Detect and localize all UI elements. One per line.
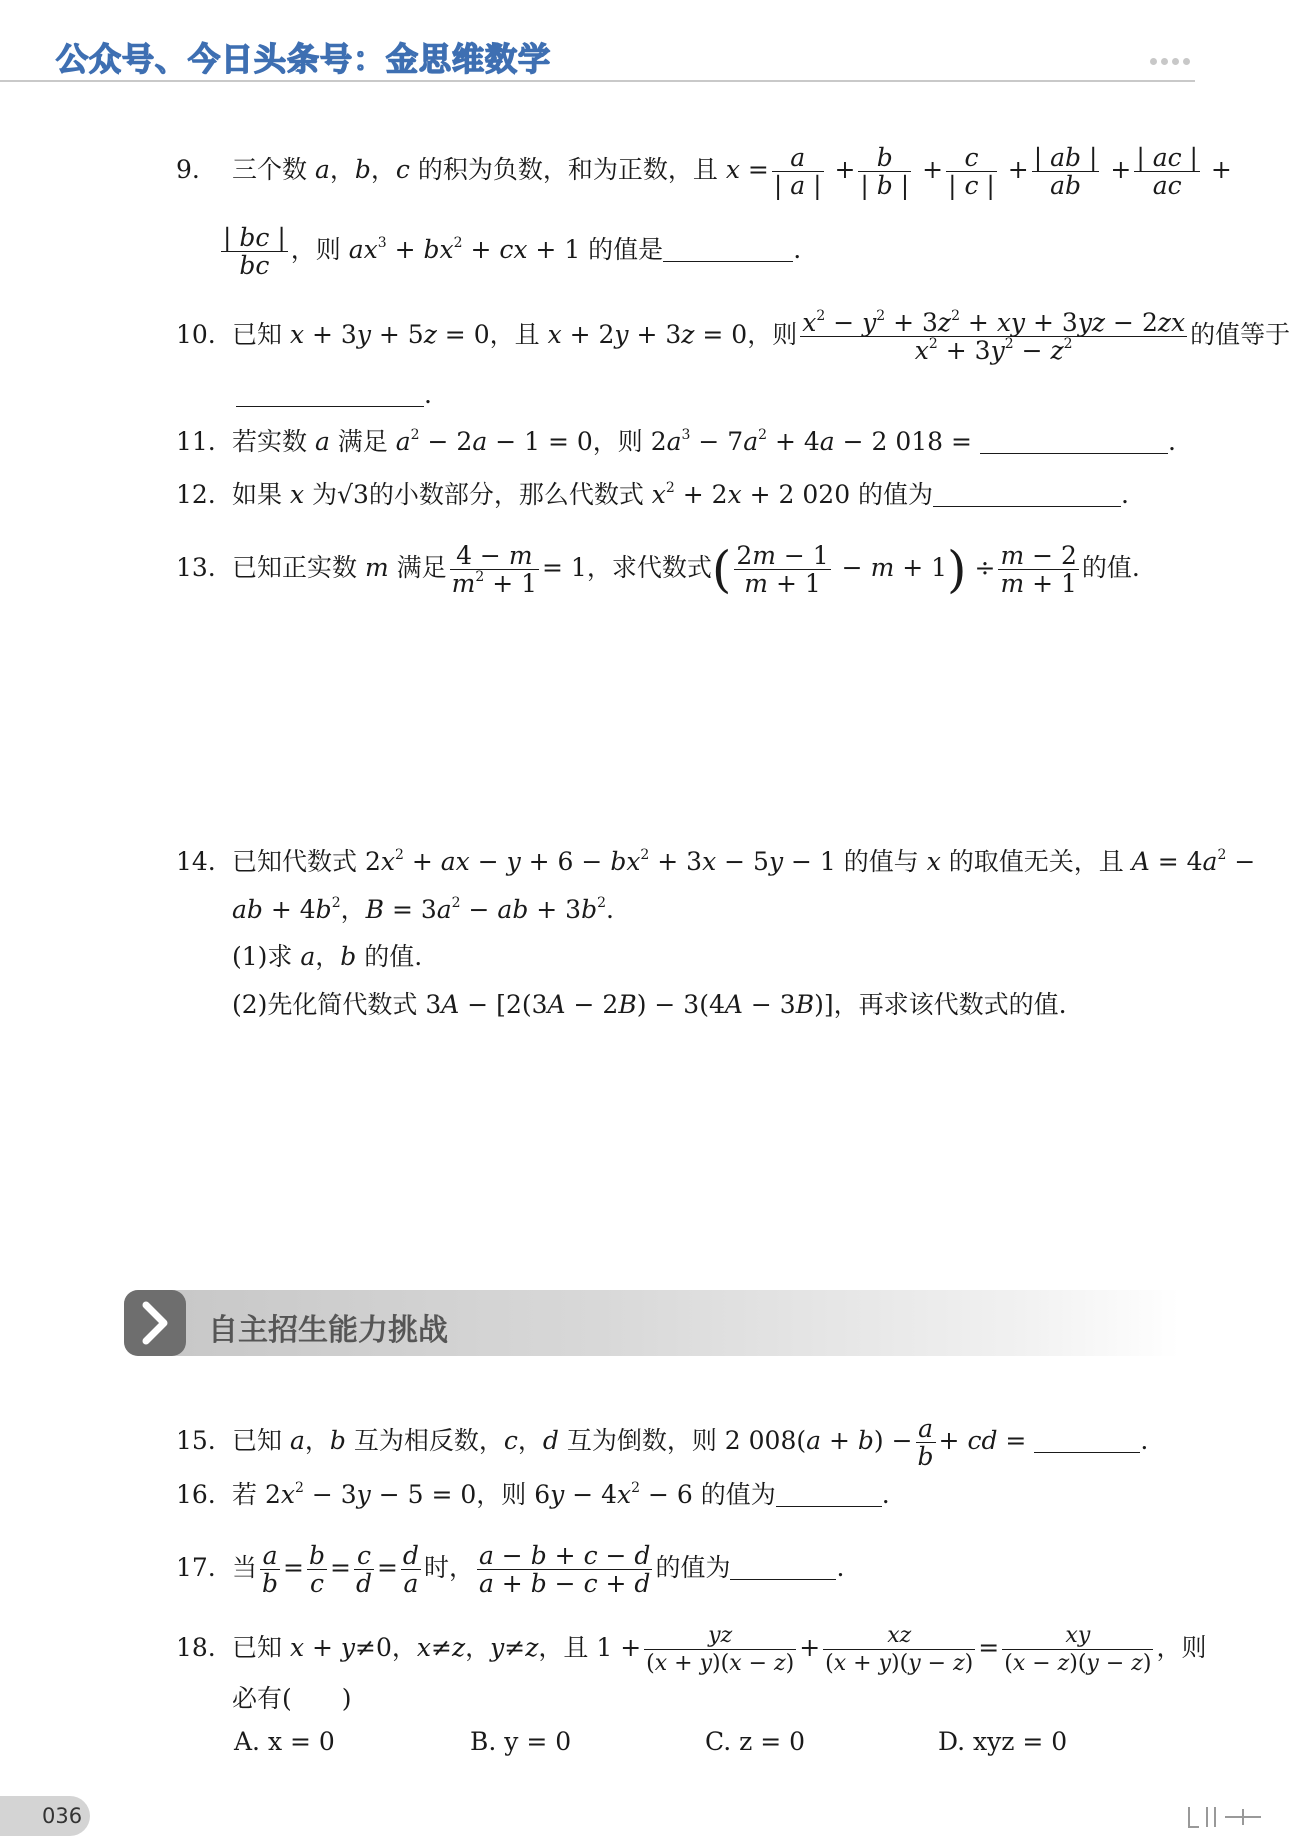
question-text: 若 $2x^2 - 3y - 5 = 0$，则 $6y - 4x^2 - 6$ 的值为 <box>232 1480 776 1509</box>
question-11: 11. 若实数 a 满足 $a^2 - 2a - 1 = 0$，则 $2a^3 - 7a^2 + 4a - 2$ 018 = . <box>176 425 1176 459</box>
fraction: $\frac{yz}{(x + y)(x - z)}$ <box>646 1623 795 1676</box>
question-13: 13. 已知正实数 m 满足 $\frac{4 - m}{m^2 + 1}$ = 1，求代数式( $\frac{2m - 1}{m + 1}$ − m + 1) ÷ $\frac{m - 2}{m + 1}$ 的值. <box>176 540 1140 599</box>
answer-blank <box>776 1480 882 1507</box>
question-15: 15. 已知 a，b 互为相反数，c，d 互为倒数，则 2 008(a + b) − $\frac{a}{b}$ + cd = . <box>176 1414 1149 1471</box>
question-text: 已知正实数 m 满足 <box>232 553 447 582</box>
answer-blank <box>1034 1426 1140 1453</box>
fraction: $\frac{2m - 1}{m + 1}$ <box>736 541 829 598</box>
question-text: 已知 x + 3y + 5z = 0，且 x + 2y + 3z = 0，则 <box>232 320 798 349</box>
fraction: $\frac{| ac |}{ac}$ <box>1136 143 1198 200</box>
question-number: 10. <box>176 320 216 349</box>
fraction: $\frac{| ab |}{ab}$ <box>1033 143 1098 200</box>
question-number: 11. <box>176 427 216 456</box>
question-text: 已知代数式 $2x^2$ + ax − $y + 6 - bx^2 + 3x - 5y - 1$ 的值与 x 的取值无关，且 $A = 4a^2$ − <box>232 847 1256 876</box>
question-14-line2: ab + $4b^2$，$B = 3a^2$ − ab + $3b^2$. <box>232 895 614 924</box>
question-9-line2: $\frac{| bc |}{bc}$ ，则 $ax^3 + bx^2$ + cx + 1 的值是 . <box>223 223 802 280</box>
header-dots-decoration <box>1150 50 1194 69</box>
question-12: 12. 如果 x 为√3的小数部分，那么代数式 $x^2 + 2x + 2$ 020 的值为 . <box>176 478 1129 512</box>
chevron-right-icon <box>124 1290 186 1356</box>
question-text: 已知 x + y≠0，x≠z，y≠z，且 1 + <box>232 1633 642 1662</box>
fraction: $\frac{xy}{(x - z)(y - z)}$ <box>1004 1623 1152 1676</box>
fraction: $\frac{4 - m}{m^2 + 1}$ <box>451 541 538 598</box>
fraction: $\frac{a - b + c - d}{a + b - c + d}$ <box>478 1541 651 1598</box>
answer-blank <box>933 480 1121 507</box>
choice-b: B. y = 0 <box>470 1727 572 1756</box>
question-text: 三个数 a，b，c 的积为负数，和为正数，且 x = <box>232 155 769 184</box>
answer-blank <box>730 1553 836 1580</box>
fraction: $\frac{a}{b}$ <box>917 1414 934 1471</box>
question-18-line2: 必有( ) <box>232 1684 352 1713</box>
fraction: $\frac{d}{a}$ <box>402 1541 419 1598</box>
question-9: 9. 三个数 a，b，c 的积为负数，和为正数，且 x = $\frac{a}{| a |}$ + $\frac{b}{| b |}$ + $\frac{c}{| c |}$ + $\frac{| ab |}{ab}$ + $\frac{| ac |}{ac}$ + <box>176 143 1232 200</box>
header-divider <box>0 80 1195 82</box>
question-number: 15. <box>176 1426 216 1455</box>
fraction: $\frac{m - 2}{m + 1}$ <box>1000 541 1077 598</box>
question-17: 17. 当 $\frac{a}{b}$ = $\frac{b}{c}$ = $\frac{c}{d}$ = $\frac{d}{a}$ 时， $\frac{a - b + c - d}{a + b - c + d}$ 的值为 . <box>176 1541 845 1598</box>
question-number: 12. <box>176 480 216 509</box>
question-10: 10. 已知 x + 3y + 5z = 0，且 x + 2y + 3z = 0，则 $\frac{x^2 - y^2 + 3z^2 + xy + 3yz - 2zx}{x^2 + 3y^2 - z^2}$ 的值等于 <box>176 308 1290 365</box>
question-text: 若实数 a 满足 $a^2 - 2a - 1 = 0$，则 $2a^3 - 7a^2 + 4a - 2$ 018 = <box>232 427 980 456</box>
question-16: 16. 若 $2x^2 - 3y - 5 = 0$，则 $6y - 4x^2 - 6$ 的值为 . <box>176 1478 890 1512</box>
question-number: 14. <box>176 847 216 876</box>
question-14-part2: (2)先化简代数式 3A − [2(3A − 2B) − 3(4A − 3B)]，再求该代数式的值. <box>232 990 1067 1019</box>
watermark-icon <box>1185 1803 1265 1837</box>
page-number-tab <box>0 1796 90 1836</box>
fraction: $\frac{x^2 - y^2 + 3z^2 + xy + 3yz - 2zx}{x^2 + 3y^2 - z^2}$ <box>802 308 1186 365</box>
fraction: $\frac{b}{| b |}$ <box>860 143 910 200</box>
fraction: $\frac{b}{c}$ <box>308 1541 325 1598</box>
header-title: 公众号、今日头条号：金思维数学 <box>56 40 552 78</box>
question-18: 18. 已知 x + y≠0，x≠z，y≠z，且 1 + $\frac{yz}{(x + y)(x - z)}$ + $\frac{xz}{(x + y)(y - z)}$ = $\frac{xy}{(x - z)(y - z)}$ ，则 <box>176 1623 1207 1676</box>
question-10-line2: . <box>236 378 432 412</box>
fraction: $\frac{xz}{(x + y)(y - z)}$ <box>825 1623 974 1676</box>
answer-blank <box>663 235 793 262</box>
question-text: 已知 a，b 互为相反数，c，d 互为倒数，则 2 008(a + b) − <box>232 1426 913 1455</box>
question-number: 16. <box>176 1480 216 1509</box>
question-number: 9. <box>176 155 200 184</box>
question-14 <box>176 845 1255 879</box>
question-number: 18. <box>176 1633 216 1662</box>
fraction: $\frac{c}{| c |}$ <box>948 143 995 200</box>
question-text: 当 <box>232 1553 258 1582</box>
answer-blank <box>236 380 424 407</box>
choice-c: C. z = 0 <box>705 1727 806 1756</box>
question-text: 如果 x 为√3的小数部分，那么代数式 $x^2 + 2x + 2$ 020 的值为 <box>232 480 934 509</box>
fraction: $\frac{a}{b}$ <box>262 1541 279 1598</box>
question-number: 17. <box>176 1553 216 1582</box>
fraction: $\frac{| bc |}{bc}$ <box>223 223 286 280</box>
fraction: $\frac{a}{| a |}$ <box>773 143 822 200</box>
section-title: 自主招生能力挑战 <box>208 1313 448 1348</box>
answer-blank <box>980 427 1168 454</box>
fraction: $\frac{c}{d}$ <box>355 1541 372 1598</box>
question-number: 13. <box>176 553 216 582</box>
choice-a: A. x = 0 <box>234 1727 335 1756</box>
choice-d: D. xyz = 0 <box>938 1727 1068 1756</box>
page-number: 036 <box>42 1804 83 1828</box>
question-14-part1: (1)求 a，b 的值. <box>232 942 423 971</box>
